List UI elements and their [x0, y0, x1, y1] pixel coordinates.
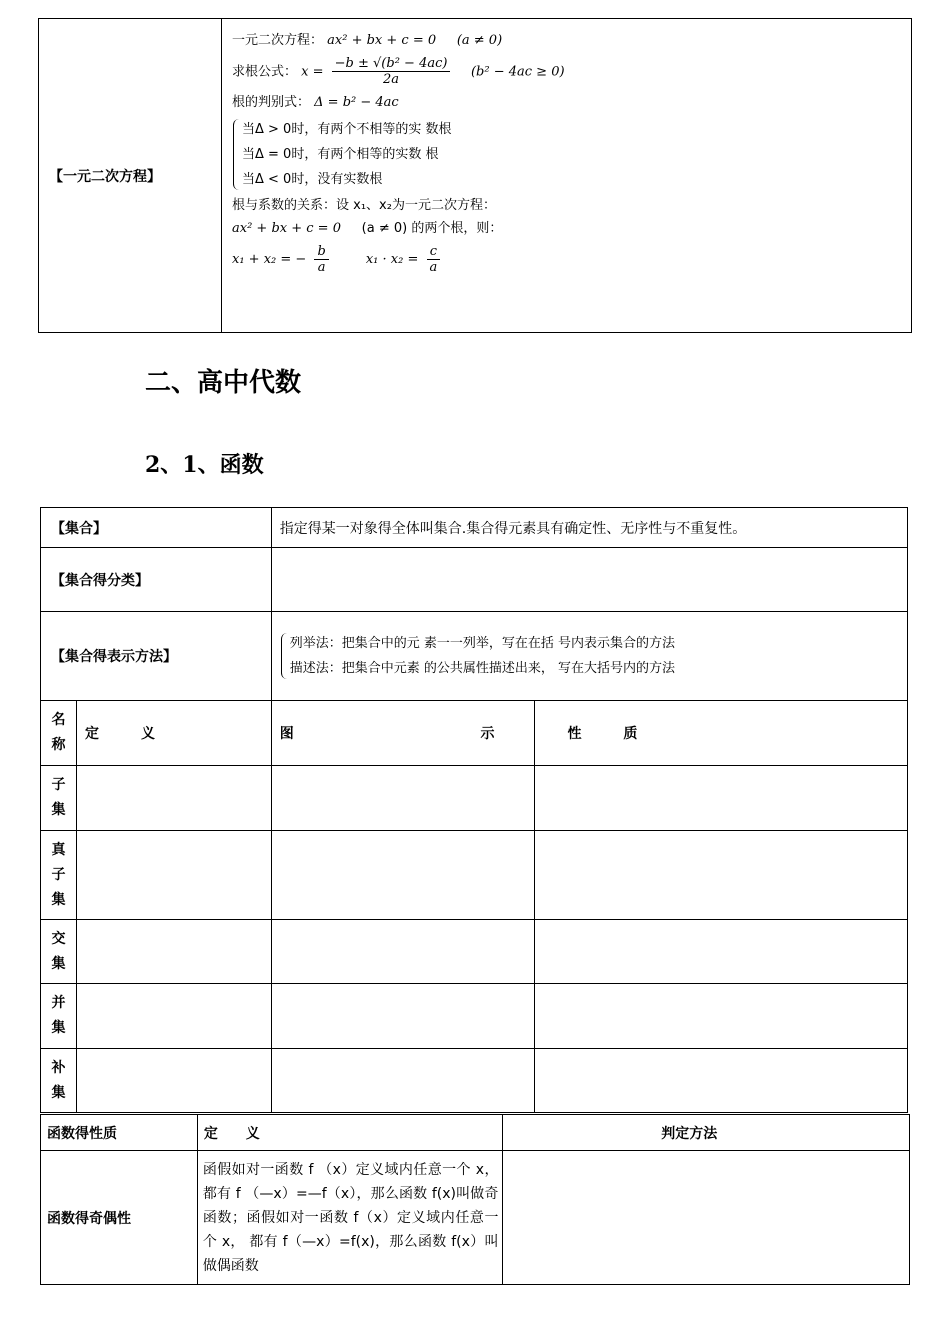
function-property-table	[40, 1114, 910, 1285]
table-row	[41, 508, 908, 548]
concept-complement: 补 集	[41, 1049, 77, 1113]
set-classification-value	[271, 548, 907, 612]
set-table	[40, 507, 908, 1113]
set-representation-methods	[271, 612, 907, 701]
product-of-roots: x₁ · x₂ = $\frac{c}{a}$	[366, 252, 444, 267]
table-row	[41, 1049, 908, 1113]
table-row	[41, 920, 908, 984]
discriminant-cases	[232, 117, 911, 192]
quadratic-table	[38, 18, 912, 333]
subsection-title: 2、1、函数	[145, 452, 264, 478]
set-classification-label: 【集合得分类】	[41, 548, 272, 612]
table-header-row	[41, 1115, 910, 1151]
concept-subset: 子 集	[41, 766, 77, 831]
header-definition: 定 义	[76, 701, 271, 766]
table-row	[41, 766, 908, 831]
header-function-property: 函数得性质	[41, 1115, 198, 1151]
discriminant-formula: Δ = b² − 4ac	[314, 94, 399, 110]
header-judgement-method: 判定方法	[503, 1115, 910, 1151]
quadratic-label: 【一元二次方程】	[39, 19, 222, 333]
case-zero: 当Δ = 0时，有两个相等的实数 根	[242, 147, 439, 163]
concept-union: 并 集	[41, 984, 77, 1049]
section-title: 二、高中代数	[145, 368, 302, 398]
left-brace-icon	[233, 119, 240, 190]
description-method: 描述法：把集合中元素 的公共属性描述出来， 写在大括号内的方法	[289, 661, 676, 676]
table-row	[41, 984, 908, 1049]
vieta-intro: 根与系数的关系：设 x₁、x₂为一元二次方程：	[232, 198, 496, 214]
left-brace-icon	[281, 633, 288, 679]
header-name: 名 称	[41, 701, 77, 766]
header-property: 性 质	[535, 701, 908, 766]
equation-line: 一元二次方程： ax² + bx + c = 0 (a ≠ 0)	[232, 33, 503, 48]
sum-of-roots: x₁ + x₂ = − $\frac{b}{a}$	[232, 252, 337, 267]
table-header-row	[41, 701, 908, 766]
discriminant-line: 根的判别式： Δ = b² − 4ac	[232, 94, 399, 110]
table-row	[41, 548, 908, 612]
root-formula-line: 求根公式： x = $\frac{\text{−b ± √(b² − 4ac)}}{2a}$ (b² − 4ac ≥ 0)	[232, 55, 565, 88]
root-formula-condition: (b² − 4ac ≥ 0)	[470, 64, 565, 80]
case-negative: 当Δ < 0时，没有实数根	[242, 172, 383, 188]
concept-proper-subset: 真 子 集	[41, 831, 77, 920]
vieta-equation-line: ax² + bx + c = 0 (a ≠ 0) 的两个根，则：	[232, 220, 503, 236]
table-row	[41, 831, 908, 920]
case-positive: 当Δ > 0时，有两个不相等的实 数根	[242, 122, 452, 138]
set-label: 【集合】	[41, 508, 272, 548]
header-diagram: 图 示	[271, 701, 535, 766]
quadratic-content	[222, 19, 912, 333]
enumeration-method: 列举法：把集合中的元 素一一列举，写在在括 号内表示集合的方法	[289, 636, 676, 651]
vieta-formulas	[232, 244, 911, 276]
root-formula-fraction: $\frac{\text{−b ± √(b² − 4ac)}}{2a}$	[332, 56, 451, 88]
parity-definition: 函假如对一函数 f （x）定义域内任意一个 x，都有 f （—x）=—f（x），那么函数 f(x)叫做奇函数；函假如对一函数 f（x）定义域内任意一个 x， 都有 f（—x）=f(x)，那么函数 f(x）叫做偶函数	[197, 1151, 503, 1285]
concept-intersection: 交 集	[41, 920, 77, 984]
table-row	[41, 1151, 910, 1285]
set-definition: 指定得某一对象得全体叫集合.集合得元素具有确定性、无序性与不重复性。	[271, 508, 907, 548]
parity-method	[503, 1151, 910, 1285]
table-row	[41, 612, 908, 701]
equation-formula: ax² + bx + c = 0	[327, 33, 437, 48]
set-representation-label: 【集合得表示方法】	[41, 612, 272, 701]
header-definition: 定 义	[197, 1115, 503, 1151]
parity-label: 函数得奇偶性	[41, 1151, 198, 1285]
equation-condition: (a ≠ 0)	[456, 33, 503, 48]
